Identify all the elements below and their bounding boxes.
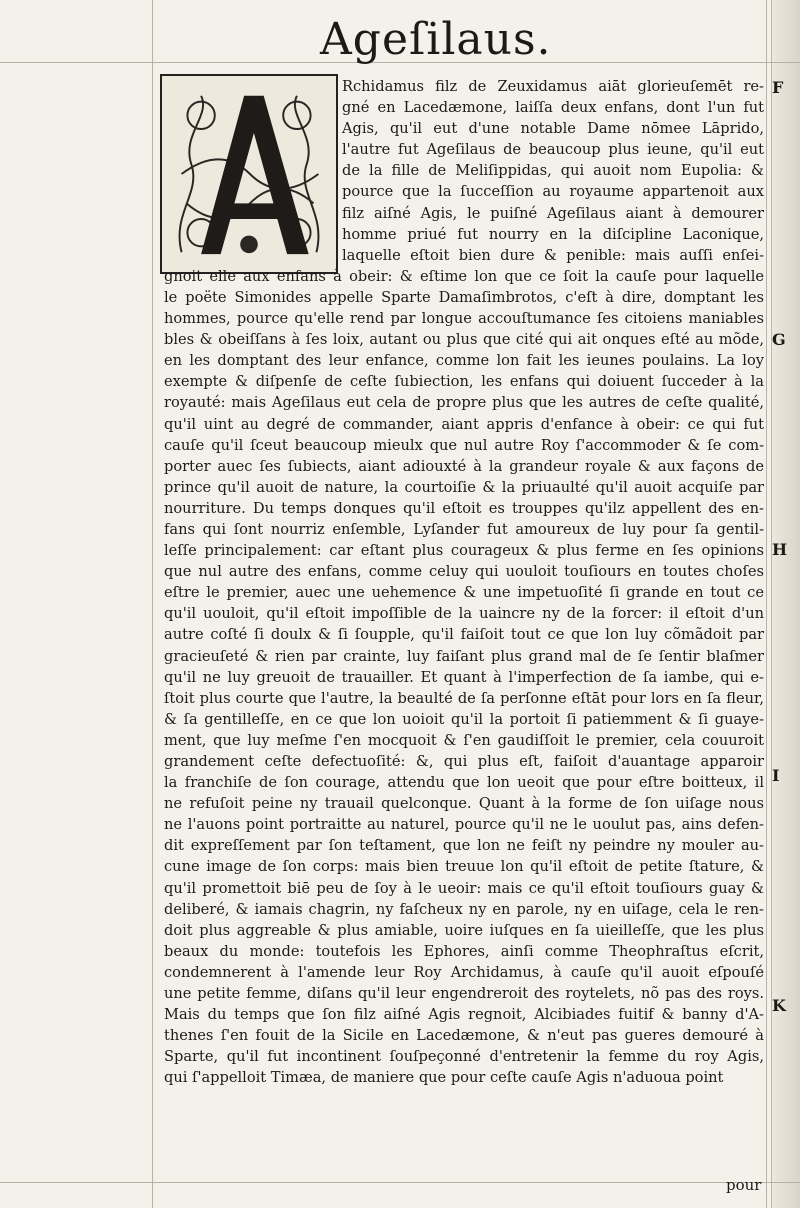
text-line: qui ſ'appelloit Timæa, de maniere que pour ceſte cauſe Agis n'aduoua point bbox=[164, 1069, 724, 1087]
text-line: une petite femme, diſans qu'il leur engendreroit des roytelets, nõ pas des roys. bbox=[164, 985, 764, 1003]
text-line: autre coſté ſi doulx & ſi ſoupple, qu'il faiſoit tout ce que lon luy cõmãdoit par bbox=[164, 626, 764, 644]
page-title: Ageſilaus. bbox=[320, 14, 552, 65]
margin-letter-f: F bbox=[772, 78, 784, 97]
text-line: royauté: mais Ageſilaus eut cela de propre plus que les autres de ceſte qualité, bbox=[164, 394, 764, 412]
text-line: Sparte, qu'il fut incontinent ſouſpeçonné d'entretenir la femme du roy Agis, bbox=[164, 1048, 764, 1066]
text-line: ne l'auons point portraitte au naturel, pource qu'il ne le uoulut pas, ains defen- bbox=[164, 816, 764, 834]
text-line: thenes ſ'en fouit de la Sicile en Lacedæmone, & n'eut pas gueres demouré à bbox=[164, 1027, 764, 1045]
text-line: laquelle eſtoit bien dure & penible: mais auſſi enſei- bbox=[342, 246, 764, 264]
margin-letter-g: G bbox=[772, 330, 786, 349]
text-line: Rchidamus filz de Zeuxidamus aiāt glorieuſemēt re- bbox=[342, 78, 764, 95]
text-line: beaux du monde: toutefois les Ephores, ainſi comme Theophraſtus eſcrit, bbox=[164, 942, 764, 960]
text-line: que nul autre des enfans, comme celuy qui uouloit touſiours en toutes choſes bbox=[164, 563, 764, 581]
text-line: l'autre fut Ageſilaus de beaucoup plus ieune, qu'il eut bbox=[342, 141, 764, 159]
text-line: filz aiſné Agis, le puiſné Ageſilaus aiant à demourer bbox=[342, 204, 764, 222]
page-edge bbox=[771, 0, 800, 1208]
text-line: ment, que luy meſme ſ'en mocquoit & ſ'en gaudiſſoit le premier, cela couuroit bbox=[164, 731, 764, 749]
text-line: qu'il uint au degré de commander, aiant appris d'enfance à obeir: ce qui fut bbox=[164, 415, 764, 433]
text-line: Mais du temps que ſon filz aiſné Agis regnoit, Alcibiades fuitif & banny d'A- bbox=[164, 1006, 764, 1024]
left-margin-rule bbox=[152, 0, 153, 1208]
text-line: deliberé, & iamais chagrin, ny faſcheux ny en parole, ny en uiſage, cela le ren- bbox=[164, 900, 764, 918]
text-line: en les domptant des leur enfance, comme lon fait les ieunes poulains. La loy bbox=[164, 352, 764, 370]
text-line: grandement ceſte defectuoſité: &, qui plus eſt, faiſoit d'auantage apparoir bbox=[164, 753, 764, 770]
text-line: gnoit elle aux enfans à obeir: & eſtime lon que ce ſoit la cauſe pour laquelle bbox=[164, 267, 764, 285]
text-line: homme priué fut nourry en la diſcipline Laconique, bbox=[342, 225, 764, 243]
text-line: condemnerent à l'amende leur Roy Archidamus, à cauſe qu'il auoit eſpouſé bbox=[164, 963, 764, 981]
text-line: eſtre le premier, auec une uehemence & une impetuoſité ſi grande en tout ce bbox=[164, 584, 764, 602]
text-line: gracieuſeté & rien par crainte, luy faiſant plus grand mal de ſe ſentir blaſmer bbox=[164, 647, 764, 665]
text-line: cauſe qu'il ſceut beaucoup mieulx que nul autre Roy ſ'accommoder & ſe com- bbox=[164, 436, 764, 454]
text-line: bles & obeiſſans à ſes loix, autant ou plus que cité qui ait onques eſté au mõde, bbox=[164, 331, 764, 349]
margin-letter-k: K bbox=[772, 996, 786, 1015]
margin-letter-i: I bbox=[772, 766, 780, 785]
text-line: ne refuſoit peine ny trauail quelconque. Quant à la forme de ſon uiſage nous bbox=[164, 795, 764, 813]
catchword: pour bbox=[726, 1176, 762, 1194]
text-line: qu'il promettoit biē peu de ſoy à le ueoir: mais ce qu'il eſtoit touſiours guay & bbox=[164, 879, 764, 897]
text-line: doit plus aggreable & plus amiable, uoire iuſques en ſa uieilleſſe, que les plus bbox=[164, 921, 764, 939]
text-line: porter auec ſes ſubiects, aiant adiouxté à la grandeur royale & aux façons de bbox=[164, 457, 764, 475]
text-line: fans qui ſont nourriz enſemble, Lyſander fut amoureux de luy pour ſa gentil- bbox=[164, 520, 764, 538]
text-line: hommes, pource qu'elle rend par longue accouſtumance ſes citoiens maniables bbox=[164, 310, 764, 328]
text-line: qu'il ne luy greuoit de trauailler. Et quant à l'imperfection de ſa iambe, qui e- bbox=[164, 668, 764, 686]
text-line: nourriture. Du temps donques qu'il eſtoit es trouppes qu'ilz appellent des en- bbox=[164, 499, 764, 517]
right-margin-rule bbox=[766, 0, 767, 1208]
text-line: qu'il uouloit, qu'il eſtoit impoſſible de la uaincre ny de la forcer: il eſtoit d'un bbox=[164, 605, 764, 623]
text-line: le poëte Simonides appelle Sparte Damaſimbrotos, c'eſt à dire, domptant les bbox=[164, 288, 764, 306]
text-line: cune image de ſon corps: mais bien treuue lon qu'il eſtoit de petite ſtature, & bbox=[164, 858, 764, 876]
text-line: prince qu'il auoit de nature, la courtoiſie & la priuaulté qu'il auoit acquiſe par bbox=[164, 478, 764, 496]
text-line: leſſe principalement: car eſtant plus courageux & plus ferme en ſes opinions bbox=[164, 542, 764, 560]
footer-rule bbox=[0, 1182, 800, 1183]
text-line: dit expreſſement par ſon teſtament, que lon ne feiſt ny peindre ny mouler au- bbox=[164, 837, 764, 855]
text-line: & ſa gentilleſſe, en ce que lon uoioit qu'il la portoit ſi patiemment & ſi guaye- bbox=[164, 710, 764, 728]
text-line: gné en Lacedæmone, laiſſa deux enfans, dont l'un fut bbox=[342, 99, 764, 117]
text-line: Agis, qu'il eut d'une notable Dame nōmee Lāprido, bbox=[342, 120, 764, 138]
text-line: de la fille de Meliſippidas, qui auoit nom Eupolia: & bbox=[342, 162, 764, 180]
text-line: pource que la ſucceſſion au royaume appartenoit aux bbox=[342, 183, 764, 201]
margin-letter-h: H bbox=[772, 540, 788, 559]
body-text bbox=[164, 76, 764, 1089]
text-line: ſtoit plus courte que l'autre, la beaulté de ſa perſonne eſtāt pour lors en ſa fleur, bbox=[164, 689, 764, 707]
text-line: la franchiſe de ſon courage, attendu que lon ueoit que pour eſtre boitteux, il bbox=[164, 774, 764, 792]
text-line: exempte & diſpenſe de ceſte ſubiection, les enfans qui doiuent ſucceder à la bbox=[164, 373, 764, 391]
